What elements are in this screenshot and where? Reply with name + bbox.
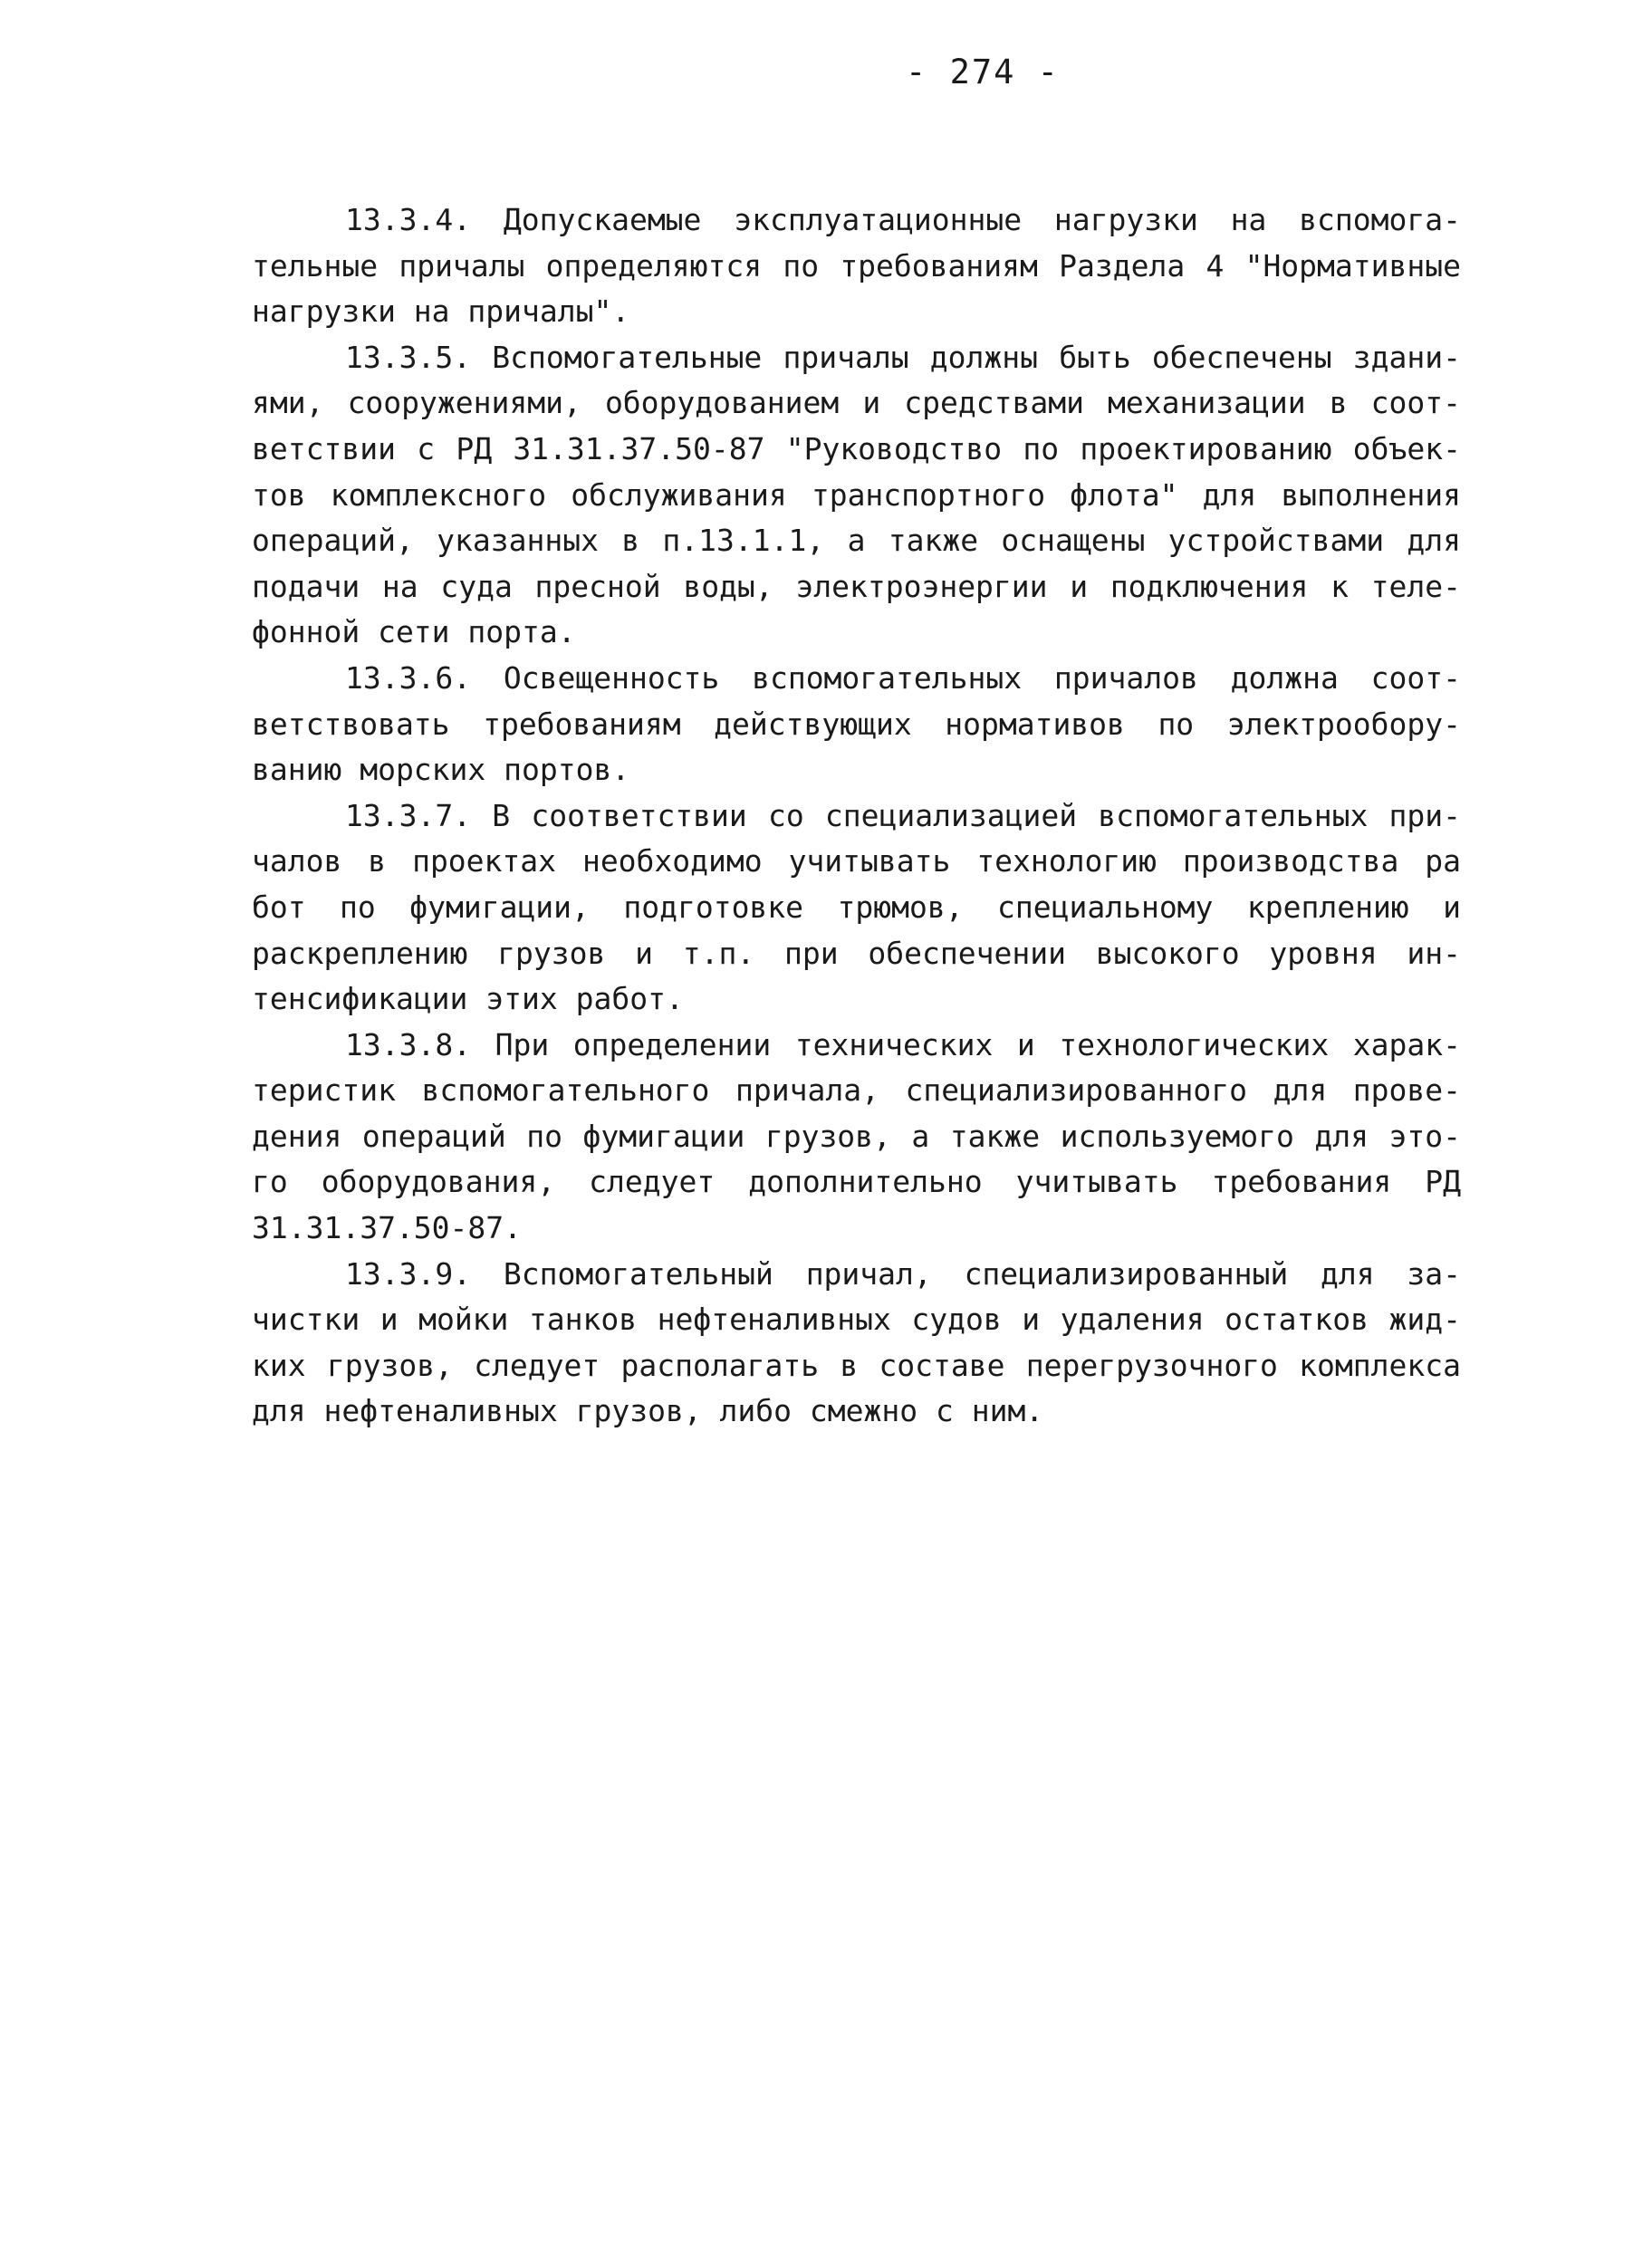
text-line: чистки и мойки танков нефтеналивных судов и удаления остатков жид- [252,1302,1461,1338]
text-line: нагрузки на причалы". [252,293,630,330]
paragraph [252,335,1461,656]
text-line: 13.3.7. В соответствии со специализацией вспомогательных при- [345,797,1461,833]
paragraph [252,793,1461,1023]
text-line: операций, указанных в п.13.1.1, а также оснащены устройствами для [252,523,1461,559]
text-line: теристик вспомогательного причала, специализированного для прове- [252,1072,1461,1109]
text-line: раскреплению грузов и т.п. при обеспечении высокого уровня ин- [252,935,1461,971]
paragraph [252,1023,1461,1252]
text-line: 13.3.4. Допускаемые эксплуатационные нагрузки на вспомога- [345,202,1461,237]
text-line: фонной сети порта. [252,614,576,650]
text-line: 13.3.5. Вспомогательные причалы должны быть обеспечены здани- [345,339,1461,375]
paragraph [252,656,1461,793]
text-line: ями, сооружениями, оборудованием и средствами механизации в соот- [252,385,1461,421]
text-line: ких грузов, следует располагать в составе перегрузочного комплекса [252,1347,1461,1383]
paragraph [252,1252,1461,1435]
text-line: чалов в проектах необходимо учитывать технологию производства ра [252,843,1461,879]
text-line: 31.31.37.50-87. [252,1210,523,1246]
text-line: ветствии с РД 31.31.37.50-87 "Руководство по проектированию объек- [252,430,1461,466]
text-line: ванию морских портов. [252,752,630,788]
text-line: тельные причалы определяются по требованиям Раздела 4 "Нормативные [252,247,1461,284]
paragraph [252,197,1461,335]
text-line: ветствовать требованиям действующих нормативов по электрообору- [252,706,1461,742]
text-line: для нефтеналивных грузов, либо смежно с ним. [252,1393,1044,1429]
text-line: тенсификации этих работ. [252,981,684,1017]
text-line: бот по фумигации, подготовке трюмов, специальному креплению и [252,889,1461,925]
document-body [252,197,1461,1435]
text-line: 13.3.6. Освещенность вспомогательных причалов должна соот- [345,659,1461,696]
text-line: тов комплексного обслуживания транспортного флота" для выполнения [252,476,1461,513]
text-line: го оборудования, следует дополнительно учитывать требования РД [252,1164,1461,1200]
text-line: 13.3.8. При определении технических и технологических харак- [345,1026,1461,1062]
text-line: 13.3.9. Вспомогательный причал, специализированный для за- [345,1255,1461,1292]
text-line: подачи на суда пресной воды, электроэнергии и подключения к теле- [252,568,1461,604]
page-number: - 274 - [906,53,1060,91]
text-line: дения операций по фумигации грузов, а также используемого для это- [252,1118,1461,1154]
